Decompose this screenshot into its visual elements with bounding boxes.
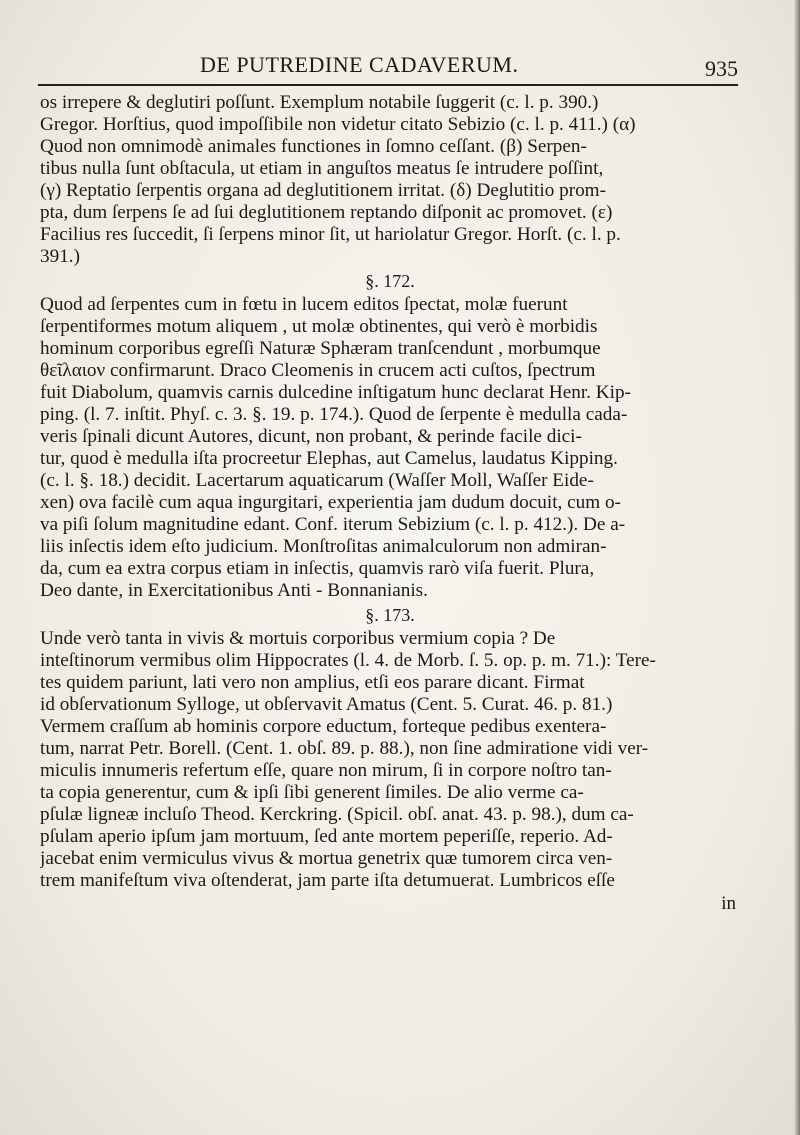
- text-line: trem manifeſtum viva oſtenderat, jam parte iſta detumuerat. Lumbricos eſſe: [40, 870, 615, 891]
- running-title: DE PUTREDINE CADAVERUM.: [200, 52, 519, 77]
- section-heading-173: §. 173.: [365, 605, 415, 625]
- text-line: Unde verò tanta in vivis & mortuis corporibus vermium copia ? De: [40, 628, 556, 649]
- page-number: 935: [705, 56, 738, 81]
- page-header: [38, 52, 738, 88]
- text-line: pſulam aperio ipſum jam mortuum, ſed ante mortem peperiſſe, reperio. Ad-: [40, 826, 613, 847]
- text-line: id obſervationum Sylloge, ut obſervavit Amatus (Cent. 5. Curat. 46. p. 81.): [40, 694, 613, 715]
- text-line: pſulæ ligneæ incluſo Theod. Kerckring. (Spicil. obſ. anat. 43. p. 98.), dum ca-: [40, 804, 634, 825]
- text-line: veris ſpinali dicunt Autores, dicunt, non probant, & perinde facile dici-: [40, 426, 582, 447]
- text-line: Quod non omnimodè animales functiones in ſomno ceſſant. (β) Serpen-: [40, 136, 587, 157]
- text-line: tur, quod è medulla iſta procreetur Elephas, aut Camelus, laudatus Kipping.: [40, 448, 618, 469]
- text-line: miculis innumeris refertum eſſe, quare non mirum, ſi in corpore noſtro tan-: [40, 760, 612, 781]
- text-line: tes quidem pariunt, lati vero non amplius, etſi eos parare dicant. Firmat: [40, 672, 585, 693]
- text-line: tum, narrat Petr. Borell. (Cent. 1. obſ. 89. p. 88.), non ſine admiratione vidi ver-: [40, 738, 649, 759]
- text-line: Quod ad ſerpentes cum in fœtu in lucem editos ſpectat, molæ fuerunt: [40, 294, 568, 315]
- text-line: jacebat enim vermiculus vivus & mortua genetrix quæ tumorem circa ven-: [40, 848, 613, 869]
- text-line: hominum corporibus egreſſi Naturæ Sphæram tranſcendunt , morbumque: [40, 338, 601, 359]
- page-gutter-shadow: [794, 0, 800, 1135]
- text-line: ping. (l. 7. inſtit. Phyſ. c. 3. §. 19. p. 174.). Quod de ſerpente è medulla cada-: [40, 404, 628, 425]
- text-line: liis inſectis idem eſto judicium. Monſtroſitas animalculorum non admiran-: [40, 536, 607, 557]
- text-line: Facilius res ſuccedit, ſi ſerpens minor ſit, ut hariolatur Gregor. Horſt. (c. l. p.: [40, 224, 621, 245]
- header-rule: [38, 84, 738, 86]
- text-line: Vermem craſſum ab hominis corpore eductum, forteque pedibus exentera-: [40, 716, 607, 737]
- text-line: inteſtinorum vermibus olim Hippocrates (l. 4. de Morb. ſ. 5. op. p. m. 71.): Tere-: [40, 650, 656, 671]
- text-line: xen) ova facilè cum aqua ingurgitari, experientia jam dudum docuit, cum o-: [40, 492, 621, 513]
- text-line: pta, dum ſerpens ſe ad ſui deglutitionem reptando diſponit ac promovet. (ε): [40, 202, 613, 223]
- text-line: da, cum ea extra corpus etiam in inſectis, quamvis rarò viſa fuerit. Plura,: [40, 558, 595, 579]
- catchword: in: [721, 893, 736, 914]
- text-line: (γ) Reptatio ſerpentis organa ad deglutitionem irritat. (δ) Deglutitio prom-: [40, 180, 606, 201]
- body-text: [40, 92, 740, 916]
- text-line: ta copia generentur, cum & ipſi ſibi generent ſimiles. De alio verme ca-: [40, 782, 584, 803]
- text-line: tibus nulla ſunt obſtacula, ut etiam in anguſtos meatus ſe intrudere poſſint,: [40, 158, 604, 179]
- section-heading-172: §. 172.: [365, 271, 415, 291]
- text-line: os irrepere & deglutiri poſſunt. Exemplum notabile ſuggerit (c. l. p. 390.): [40, 92, 599, 113]
- text-line: ſerpentiformes motum aliquem , ut molæ obtinentes, qui verò è morbidis: [40, 316, 598, 337]
- text-line: Deo dante, in Exercitationibus Anti - Bonnanianis.: [40, 580, 428, 601]
- text-line: Gregor. Horſtius, quod impoſſibile non videtur citato Sebizio (c. l. p. 411.) (α): [40, 114, 636, 135]
- text-line: θεῖλαιον confirmarunt. Draco Cleomenis in crucem acti cuſtos, ſpectrum: [40, 360, 596, 381]
- text-line: 391.): [40, 246, 80, 267]
- text-line: fuit Diabolum, quamvis carnis dulcedine inſtigatum hunc declarat Henr. Kip-: [40, 382, 631, 403]
- text-line: va piſi ſolum magnitudine edant. Conf. iterum Sebizium (c. l. p. 412.). De a-: [40, 514, 626, 535]
- text-line: (c. l. §. 18.) decidit. Lacertarum aquaticarum (Waſſer Moll, Waſſer Eide-: [40, 470, 594, 491]
